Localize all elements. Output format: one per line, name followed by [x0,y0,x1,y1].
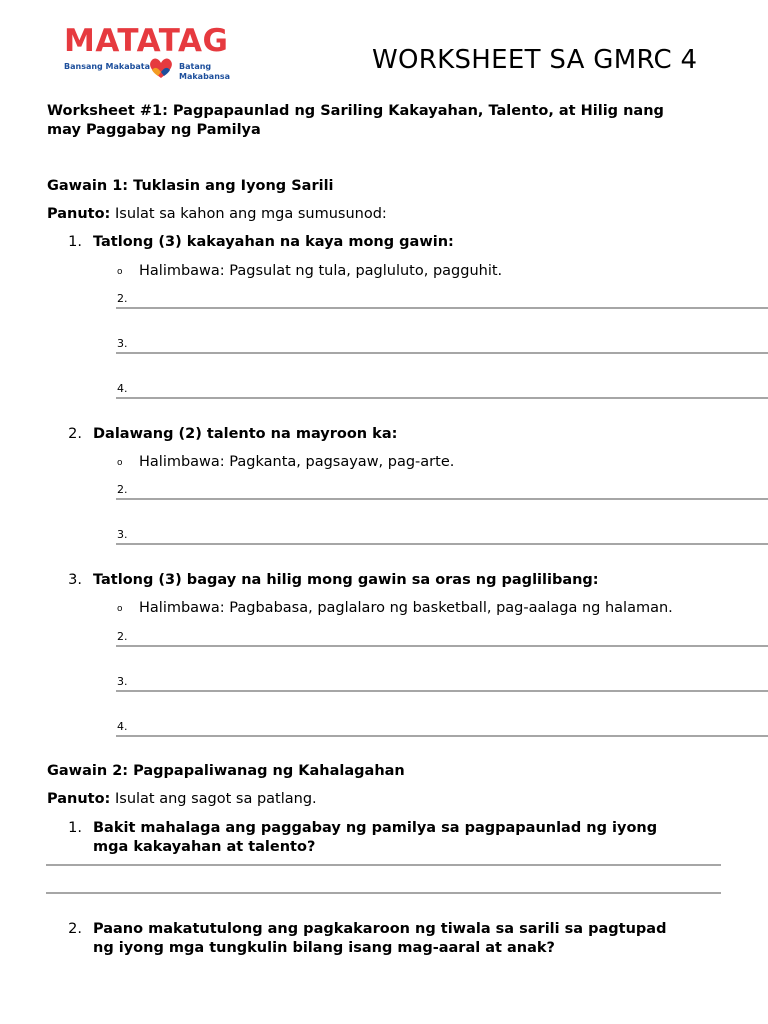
worksheet-heading-line1: Worksheet #1: Pagpapaunlad ng Sariling Kakayahan, Talento, at Hilig nang [47,103,664,119]
logo-tagline-right: Batang Makabansa [179,62,231,81]
hands-heart-icon [146,56,176,80]
answer-line[interactable] [46,892,721,894]
panuto-text: Isulat sa kahon ang mga sumusunod: [114,206,387,222]
answer-line-number: 4. [117,720,128,733]
answer-line[interactable] [116,397,768,399]
gawain2-title: Gawain 2: Pagpapaliwanag ng Kahalagahan [47,763,405,779]
answer-line-number: 3. [117,528,128,541]
gawain2-instruction [47,789,317,809]
item-number: 1. [68,234,82,250]
logo-tagline-left: Bansang Makabata [64,62,150,71]
question-text-line2: mga kakayahan at talento? [93,839,316,855]
item-number: 2. [68,426,82,442]
question-number: 1. [68,820,82,836]
answer-line[interactable] [116,735,768,737]
panuto-label: Panuto: [47,206,111,222]
item-example: Halimbawa: Pagkanta, pagsayaw, pag-arte. [139,454,455,470]
panuto-text: Isulat ang sagot sa patlang. [114,791,317,807]
answer-line[interactable] [46,864,721,866]
logo-wordmark: MATATAG [64,23,229,59]
answer-line[interactable] [116,352,768,354]
worksheet-title: WORKSHEET SA GMRC 4 [372,45,698,75]
question-text-line1: Bakit mahalaga ang paggabay ng pamilya sa pagpapaunlad ng iyong [93,820,658,836]
bullet-icon: o [117,604,123,614]
question-number: 2. [68,921,82,937]
item-example: Halimbawa: Pagsulat ng tula, pagluluto, pagguhit. [139,263,503,279]
bullet-icon: o [117,458,123,468]
answer-line[interactable] [116,307,768,309]
answer-line-number: 2. [117,483,128,496]
answer-line-number: 2. [117,630,128,643]
panuto-label: Panuto: [47,791,111,807]
question-text-line2: ng iyong mga tungkulin bilang isang mag-aaral at anak? [93,940,555,956]
item-example: Halimbawa: Pagbabasa, paglalaro ng basketball, pag-aalaga ng halaman. [139,600,673,616]
item-number: 3. [68,572,82,588]
answer-line[interactable] [116,690,768,692]
answer-line[interactable] [116,543,768,545]
bullet-icon: o [117,267,123,277]
item-prompt: Tatlong (3) kakayahan na kaya mong gawin: [93,234,454,250]
question-text-line1: Paano makatutulong ang pagkakaroon ng tiwala sa sarili sa pagtupad [93,921,667,937]
answer-line[interactable] [116,645,768,647]
item-prompt: Dalawang (2) talento na mayroon ka: [93,426,398,442]
answer-line-number: 4. [117,382,128,395]
answer-line-number: 3. [117,337,128,350]
gawain1-title: Gawain 1: Tuklasin ang Iyong Sarili [47,178,334,194]
matatag-logo [64,24,264,84]
worksheet-heading-line2: may Paggabay ng Pamilya [47,122,261,138]
item-prompt: Tatlong (3) bagay na hilig mong gawin sa oras ng paglilibang: [93,572,599,588]
answer-line-number: 3. [117,675,128,688]
gawain1-instruction [47,204,387,224]
answer-line[interactable] [116,498,768,500]
answer-line-number: 2. [117,292,128,305]
